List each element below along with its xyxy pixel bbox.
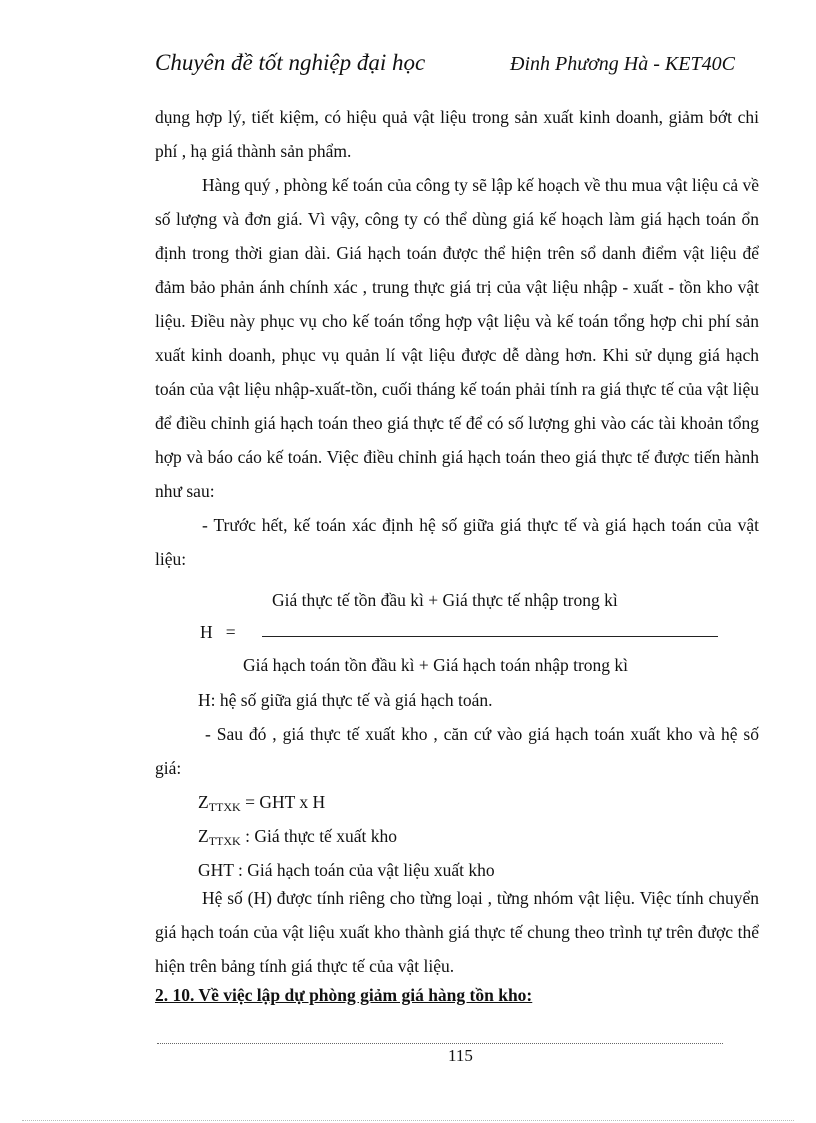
z-definition-text: : Giá thực tế xuất kho [240,826,397,846]
page-header [155,50,745,84]
page-number: 115 [448,1046,473,1065]
ght-definition: GHT : Giá hạch toán của vật liệu xuất kho [198,860,495,880]
paragraph-5: Hệ số (H) được tính riêng cho từng loại , từng nhóm vật liệu. Việc tính chuyển giá hạch toán của vật liệu xuất kho thành giá thực tế chung theo trình tự trên được thể hiện trên bảng tính giá thực tế của vật liệu. [155,888,759,976]
section-title: 2. 10. Về việc lập dự phòng giảm giá hàng tồn kho: [155,985,533,1005]
header-author: Đinh Phương Hà - KET40C [510,53,735,75]
body-text [155,100,759,576]
fraction-line [262,636,718,637]
header-title: Chuyên đề tốt nghiệp đại học [155,50,426,75]
z-subscript-2: TTXK [208,834,241,848]
page-edge [22,1120,794,1121]
z-equation: = GHT x H [240,792,326,812]
paragraph-3: - Trước hết, kế toán xác định hệ số giữa giá thực tế và giá hạch toán của vật liệu: [155,515,759,569]
formula-numerator: Giá thực tế tồn đầu kì + Giá thực tế nhập trong kì [272,590,618,610]
z-letter-2: Z [198,826,209,846]
z-letter: Z [198,792,209,812]
h-definition: H: hệ số giữa giá thực tế và giá hạch toán. [198,690,493,710]
footer-divider [157,1043,723,1044]
z-subscript: TTXK [208,800,241,814]
formula-denominator: Giá hạch toán tồn đầu kì + Giá hạch toán nhập trong kì [243,655,629,675]
paragraph-2: Hàng quý , phòng kế toán của công ty sẽ lập kế hoạch về thu mua vật liệu cả về số lượng và đơn giá. Vì vậy, công ty có thể dùng giá kế hoạch làm giá hạch toán ổn định trong thời gian dài. Giá hạch toán được thể hiện trên sổ danh điểm vật liệu để đảm bảo phản ánh chính xác , trung thực giá trị của vật liệu nhập - xuất - tồn kho vật liệu. Điều này phục vụ cho kế toán tổng hợp vật liệu và kế toán tổng hợp chi phí sản xuất kinh doanh, phục vụ quản lí vật liệu được dễ dàng hơn. Khi sử dụng giá hạch toán của vật liệu nhập-xuất-tồn, cuối tháng kế toán phải tính ra giá thực tế của vật liệu để điều chỉnh giá hạch toán theo giá thực tế để có số lượng ghi vào các tài khoản tổng hợp và báo cáo kế toán. Việc điều chỉnh giá hạch toán theo giá thực tế được tiến hành như sau: [155,175,759,501]
paragraph-1: dụng hợp lý, tiết kiệm, có hiệu quả vật liệu trong sản xuất kinh doanh, giảm bớt chi phí , hạ giá thành sản phẩm. [155,107,759,161]
paragraph-4: - Sau đó , giá thực tế xuất kho , căn cứ vào giá hạch toán xuất kho và hệ số giá: [155,724,759,778]
formula-symbol: H = [200,622,236,642]
